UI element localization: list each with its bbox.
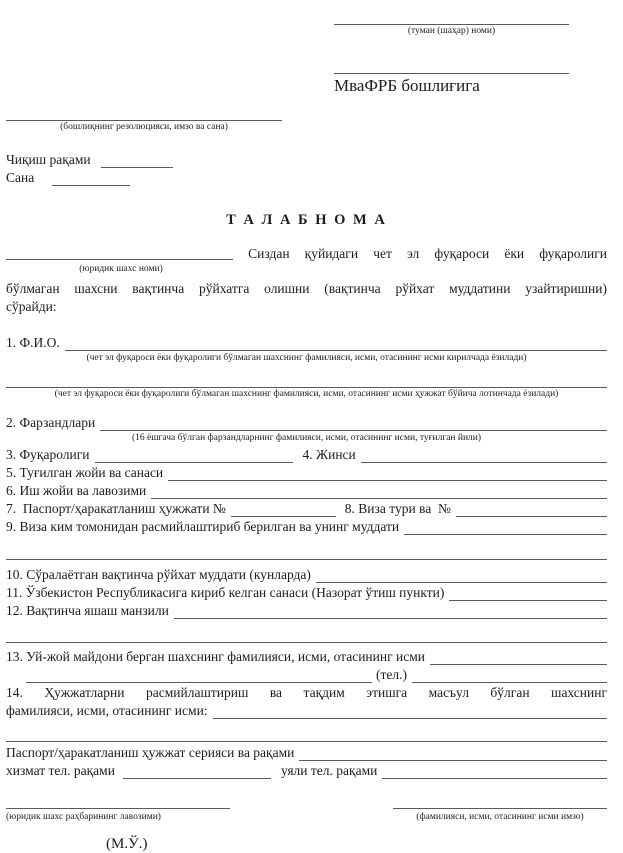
landlord-name-continuation-blank[interactable] (26, 668, 372, 683)
responsible-person-continuation-blank[interactable] (6, 728, 607, 742)
field-14-line-1: 14. Ҳужжатларни расмийлаштириш ва тақдим этишга масъул бўлган шахснинг (6, 685, 607, 700)
resolution-blank[interactable] (6, 108, 282, 121)
entry-date-blank[interactable] (449, 586, 607, 601)
field-3-label: 3. Фуқаролиги (6, 447, 90, 462)
fio-latin-caption: (чет эл фуқароси ёки фуқаролиги бўлмаган шахснинг фамилияси, исми, отасининг исми ҳужжат бўйича лотинчада ёзилади) (54, 389, 559, 399)
field-4-label: 4. Жинси (302, 447, 356, 462)
resolution-block (6, 108, 282, 133)
field-12-row (6, 602, 607, 620)
field-10-row (6, 566, 607, 584)
field-11-label: 11. Ўзбекистон Республикасига кириб келган санаси (Назорат ўтиш пункти) (6, 585, 445, 600)
field-5-label: 5. Туғилган жойи ва санаси (6, 465, 164, 480)
citizenship-blank[interactable] (95, 448, 293, 463)
field-1-fio-row (6, 334, 607, 352)
field-10-label: 10. Сўралаётган вақтинча рўйхат муддати (кунларда) (6, 567, 311, 582)
intro-text-1: Сиздан қуйидаги чет эл фуқароси ёки фуқаролиги (248, 246, 607, 261)
addressee-blank[interactable] (334, 61, 569, 74)
field-12-label: 12. Вақтинча яшаш манзили (6, 603, 169, 618)
date-label: Сана (6, 170, 35, 185)
workplace-blank[interactable] (151, 484, 607, 499)
intro-line-3: сўрайди: (6, 299, 57, 314)
visa-issuer-blank[interactable] (404, 520, 607, 535)
passport-series-blank[interactable] (299, 746, 607, 761)
field-5-row (6, 464, 607, 482)
header-right-block (334, 12, 569, 98)
children-blank[interactable] (100, 416, 607, 431)
responsible-person-blank[interactable] (213, 704, 607, 719)
field-3-4-row (6, 446, 607, 464)
mobile-phone-label: уяли тел. рақами (280, 763, 378, 778)
field-2-children-row (6, 414, 607, 432)
outgoing-number-label: Чиқиш рақами (6, 152, 91, 167)
signature-position-caption: (юридик шахс раҳбарининг лавозими) (6, 808, 230, 823)
field-9-row (6, 518, 607, 536)
date-blank[interactable] (52, 171, 130, 186)
outgoing-number-blank[interactable] (101, 153, 173, 168)
signature-row (6, 808, 607, 823)
signature-name-caption: (фамилияси, исми, отасининг исми имзо) (393, 808, 607, 823)
work-phone-label: хизмат тел. рақами (6, 763, 115, 778)
outgoing-number-row (6, 151, 607, 169)
field-13-tel-row (6, 666, 607, 684)
field-6-row (6, 482, 607, 500)
landlord-phone-blank[interactable] (412, 668, 607, 683)
work-phone-blank[interactable] (123, 764, 271, 779)
document-title: Т А Л А Б Н О М А (226, 212, 387, 228)
field-14-line-2-row (6, 702, 607, 720)
addressee-label: МваФРБ бошлиғига (334, 76, 480, 95)
tel-label: (тел.) (376, 667, 407, 682)
registration-period-blank[interactable] (316, 568, 607, 583)
passport-number-blank[interactable] (231, 502, 336, 517)
field-7-label: 7. Паспорт/ҳаракатланиш ҳужжати № (6, 501, 226, 516)
landlord-name-blank[interactable] (430, 650, 607, 665)
passport-series-label: Паспорт/ҳаракатланиш ҳужжат серияси ва рақами (6, 745, 295, 760)
district-name-blank[interactable] (334, 12, 569, 25)
field-9-label: 9. Виза ким томонидан расмийлаштириб берилган ва унинг муддати (6, 519, 400, 534)
passport-series-row (6, 744, 607, 762)
field-13-label: 13. Уй-жой майдони берган шахснинг фамилияси, исми, отасининг исми (6, 649, 425, 664)
visa-type-number-blank[interactable] (456, 502, 607, 517)
intro-line-2: бўлмаган шахсни вақтинча рўйхатга олишни (вақтинча рўйхат муддатини узайтиришни) (6, 281, 607, 296)
district-name-caption: (туман (шаҳар) номи) (407, 26, 496, 36)
stamp-place-label: (М.Ў.) (106, 836, 148, 852)
gender-blank[interactable] (361, 448, 607, 463)
resolution-caption: (бошлиқнинг резолюцияси, имзо ва сана) (60, 122, 228, 132)
temporary-address-continuation-blank[interactable] (6, 629, 607, 643)
visa-issuer-continuation-blank[interactable] (6, 546, 607, 560)
fio-cyrillic-caption: (чет эл фуқароси ёки фуқаролиги бўлмаган шахснинг фамилияси, исми, отасининг исми кирилчада ёзилади) (86, 353, 527, 363)
temporary-address-blank[interactable] (174, 604, 607, 619)
mobile-phone-blank[interactable] (382, 764, 607, 779)
fio-latin-blank[interactable] (6, 374, 607, 388)
date-row (6, 169, 607, 187)
organization-name-blank[interactable] (6, 246, 233, 260)
children-caption: (16 ёшгача бўлган фарзандларнинг фамилияси, исми, отасининг исми, туғилган йили) (131, 433, 482, 443)
field-1-label: 1. Ф.И.О. (6, 335, 60, 350)
field-2-label: 2. Фарзандлари (6, 415, 96, 430)
organization-name-caption: (юридик шахс номи) (79, 264, 163, 274)
field-13-row (6, 648, 607, 666)
phones-row (6, 762, 607, 780)
field-14-label-2: фамилияси, исми, отасининг исми: (6, 703, 208, 718)
intro-line-1 (6, 245, 607, 263)
field-6-label: 6. Иш жойи ва лавозими (6, 483, 147, 498)
field-8-label: 8. Виза тури ва № (344, 501, 451, 516)
field-7-8-row (6, 500, 607, 518)
fio-cyrillic-blank[interactable] (65, 336, 607, 351)
field-11-row (6, 584, 607, 602)
birth-place-date-blank[interactable] (168, 466, 607, 481)
